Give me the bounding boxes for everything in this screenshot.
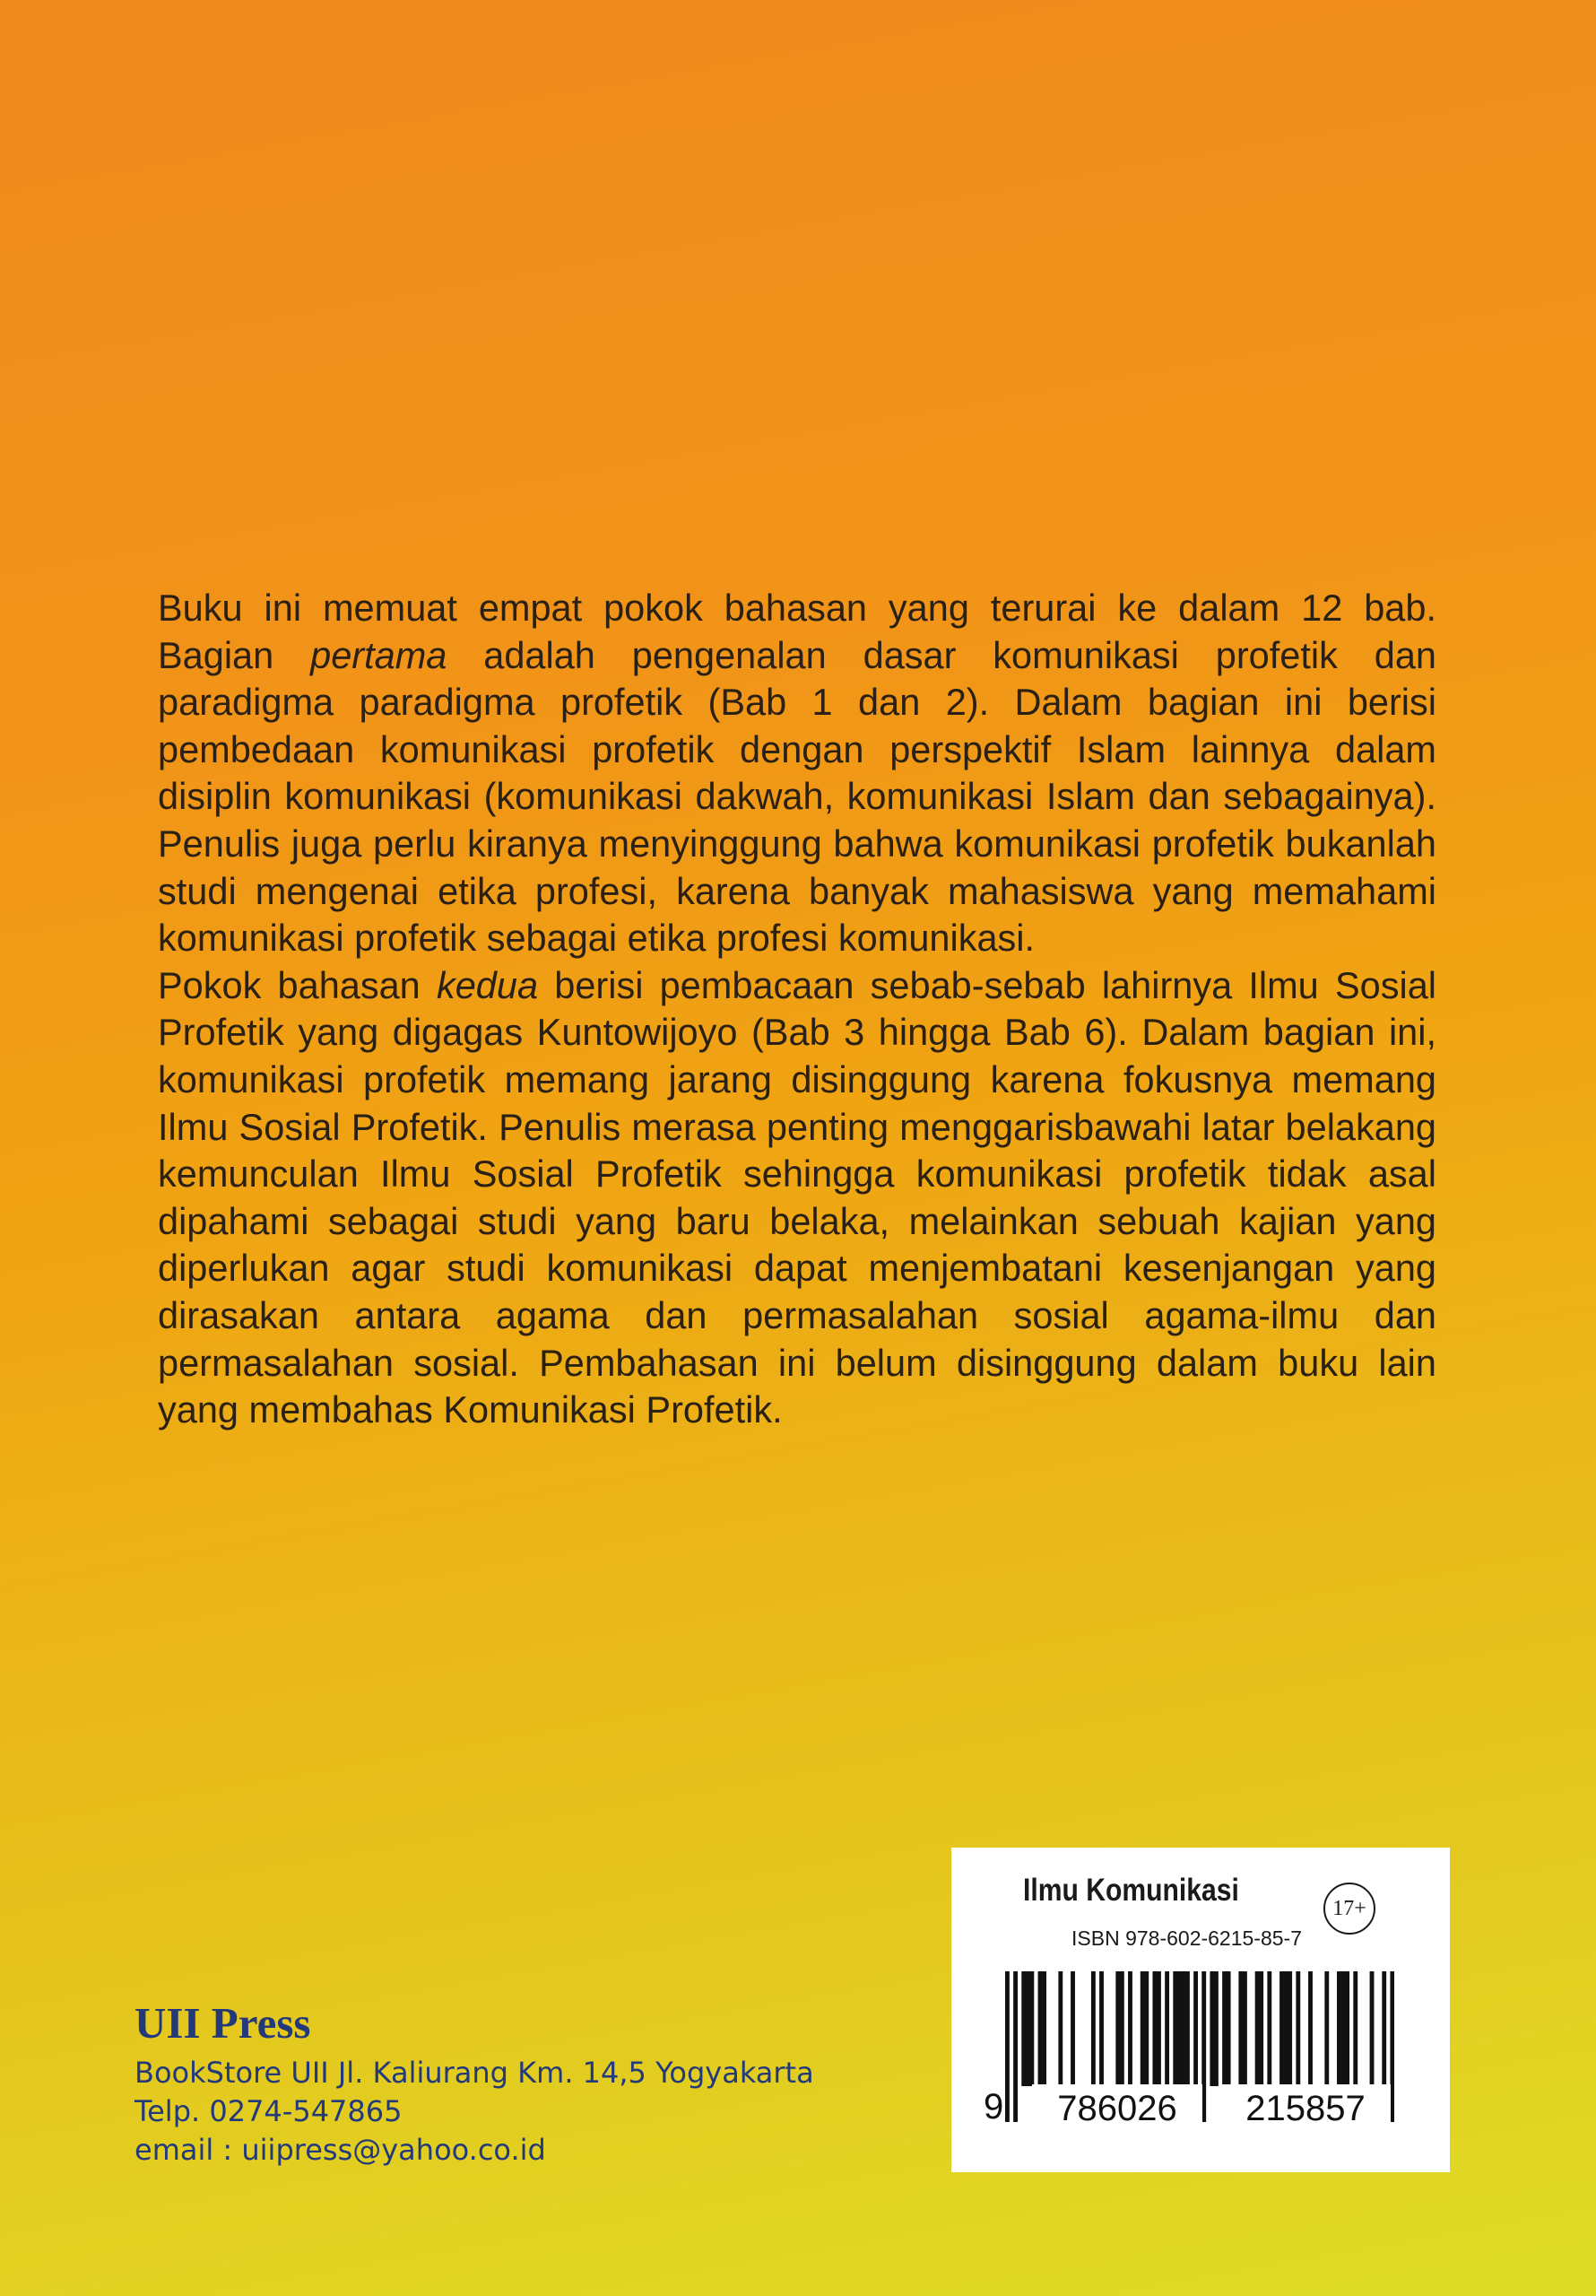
barcode-bar (1337, 1971, 1341, 2086)
blurb-p2-text-a: Pokok bahasan (158, 963, 437, 1006)
barcode-digits-left: 786026 (1032, 2084, 1202, 2131)
barcode-bar (1259, 1971, 1263, 2086)
barcode-bar (1341, 1971, 1346, 2086)
barcode-bar (1042, 1971, 1046, 2086)
age-rating-badge: 17+ (1323, 1883, 1375, 1935)
barcode-bar (1181, 1971, 1185, 2086)
barcode-guard-bar (1390, 1971, 1394, 2122)
book-category: Ilmu Komunikasi (1023, 1873, 1239, 1908)
barcode-digits-right: 215857 (1220, 2084, 1391, 2131)
barcode-bar (1141, 1971, 1145, 2086)
barcode-bar (1038, 1971, 1043, 2086)
barcode-bar (1296, 1971, 1300, 2086)
barcode-guard-bar (1201, 1971, 1206, 2122)
barcode-bar (1370, 1971, 1375, 2086)
barcode-bar (1238, 1971, 1243, 2086)
barcode-guard-bar (1013, 1971, 1018, 2122)
blurb-p2-emphasis: kedua (436, 963, 539, 1006)
barcode-bar (1177, 1971, 1182, 2086)
barcode-digit-first: 9 (984, 2087, 1004, 2126)
blurb-paragraph-2 (158, 962, 1436, 1434)
barcode-bar (1058, 1971, 1063, 2086)
isbn-number: ISBN 978-602-6215-85-7 (1071, 1926, 1302, 1950)
barcode-bar (1210, 1971, 1214, 2086)
barcode-bar (1091, 1971, 1096, 2086)
barcode-bar (1279, 1971, 1284, 2086)
barcode-bar (1128, 1971, 1132, 2086)
barcode-bar (1021, 1971, 1026, 2086)
barcode-bar (1255, 1971, 1260, 2086)
barcode-bar (1071, 1971, 1075, 2086)
barcode-bar (1227, 1971, 1231, 2086)
publisher-email: email : uiipress@yahoo.co.id (134, 2133, 546, 2167)
blurb-p2-text-b: berisi pembacaan sebab-sebab lahirnya Ilmu Sosial Profetik yang digagas Kuntowijoyo (Bab 3 hingga Bab 6). Dalam bagian ini, komunikasi profetik memang jarang disinggung karena fokusnya memang Ilmu Sosial Profetik. Penulis merasa penting menggarisbawahi latar belakang kemunculan Ilmu Sosial Profetik sehingga komunikasi profetik tidak asal dipahami sebagai studi yang baru belaka, melainkan sebuah kajian yang diperlukan agar studi komunikasi dapat menjembatani kesenjangan yang dirasakan antara agama dan permasalahan sosial agama-ilmu dan permasalahan sosial. Pembahasan ini belum disinggung dalam buku lain yang membahas Komunikasi Profetik. (158, 963, 1436, 1431)
barcode-bar (1308, 1971, 1313, 2086)
barcode-bar (1115, 1971, 1120, 2086)
barcode-bar (1324, 1971, 1329, 2086)
barcode-bar (1152, 1971, 1157, 2086)
barcode-bar (1029, 1971, 1034, 2086)
blurb-text (158, 585, 1436, 1434)
publisher-address: BookStore UII Jl. Kaliurang Km. 14,5 Yogyakarta (134, 2056, 814, 2090)
blurb-p1-text-a: Buku ini memuat empat pokok bahasan yang terurai ke dalam 12 bab. Bagian (158, 587, 1436, 676)
publisher-phone: Telp. 0274-547865 (134, 2094, 403, 2128)
barcode-bar (1345, 1971, 1349, 2086)
barcode-bar (1026, 1971, 1030, 2086)
publisher-info (134, 1996, 941, 2170)
barcode-bar (1353, 1971, 1357, 2086)
barcode-guard-bar (1005, 1971, 1010, 2122)
blurb-p1-emphasis: pertama (310, 633, 447, 676)
blurb-paragraph-1 (158, 585, 1436, 962)
barcode-bar (1214, 1971, 1219, 2086)
barcode-bar (1099, 1971, 1104, 2086)
isbn-barcode-box (951, 1848, 1450, 2172)
barcode-bar (1267, 1971, 1271, 2086)
publisher-name: UII Press (134, 1998, 311, 2048)
barcode-bar (1284, 1971, 1288, 2086)
barcode-bar (1120, 1971, 1124, 2086)
barcode-bar (1185, 1971, 1190, 2086)
barcode-bar (1288, 1971, 1292, 2086)
barcode-bar (1173, 1971, 1177, 2086)
barcode-bar (1222, 1971, 1227, 2086)
barcode-bar (1144, 1971, 1149, 2086)
barcode-bar (1157, 1971, 1161, 2086)
blurb-p1-text-b: adalah pengenalan dasar komunikasi profetik dan paradigma paradigma profetik (Bab 1 dan 2). Dalam bagian ini berisi pembedaan komunikasi profetik dengan perspektif Islam lainnya dalam disiplin komunikasi (komunikasi dakwah, komunikasi Islam dan sebagainya). Penulis juga perlu kiranya menyinggung bahwa komunikasi profetik bukanlah studi mengenai etika profesi, karena banyak mahasiswa yang memahami komunikasi profetik sebagai etika profesi komunikasi. (158, 633, 1436, 960)
barcode-bar (1243, 1971, 1247, 2086)
barcode-bar (1165, 1971, 1169, 2086)
